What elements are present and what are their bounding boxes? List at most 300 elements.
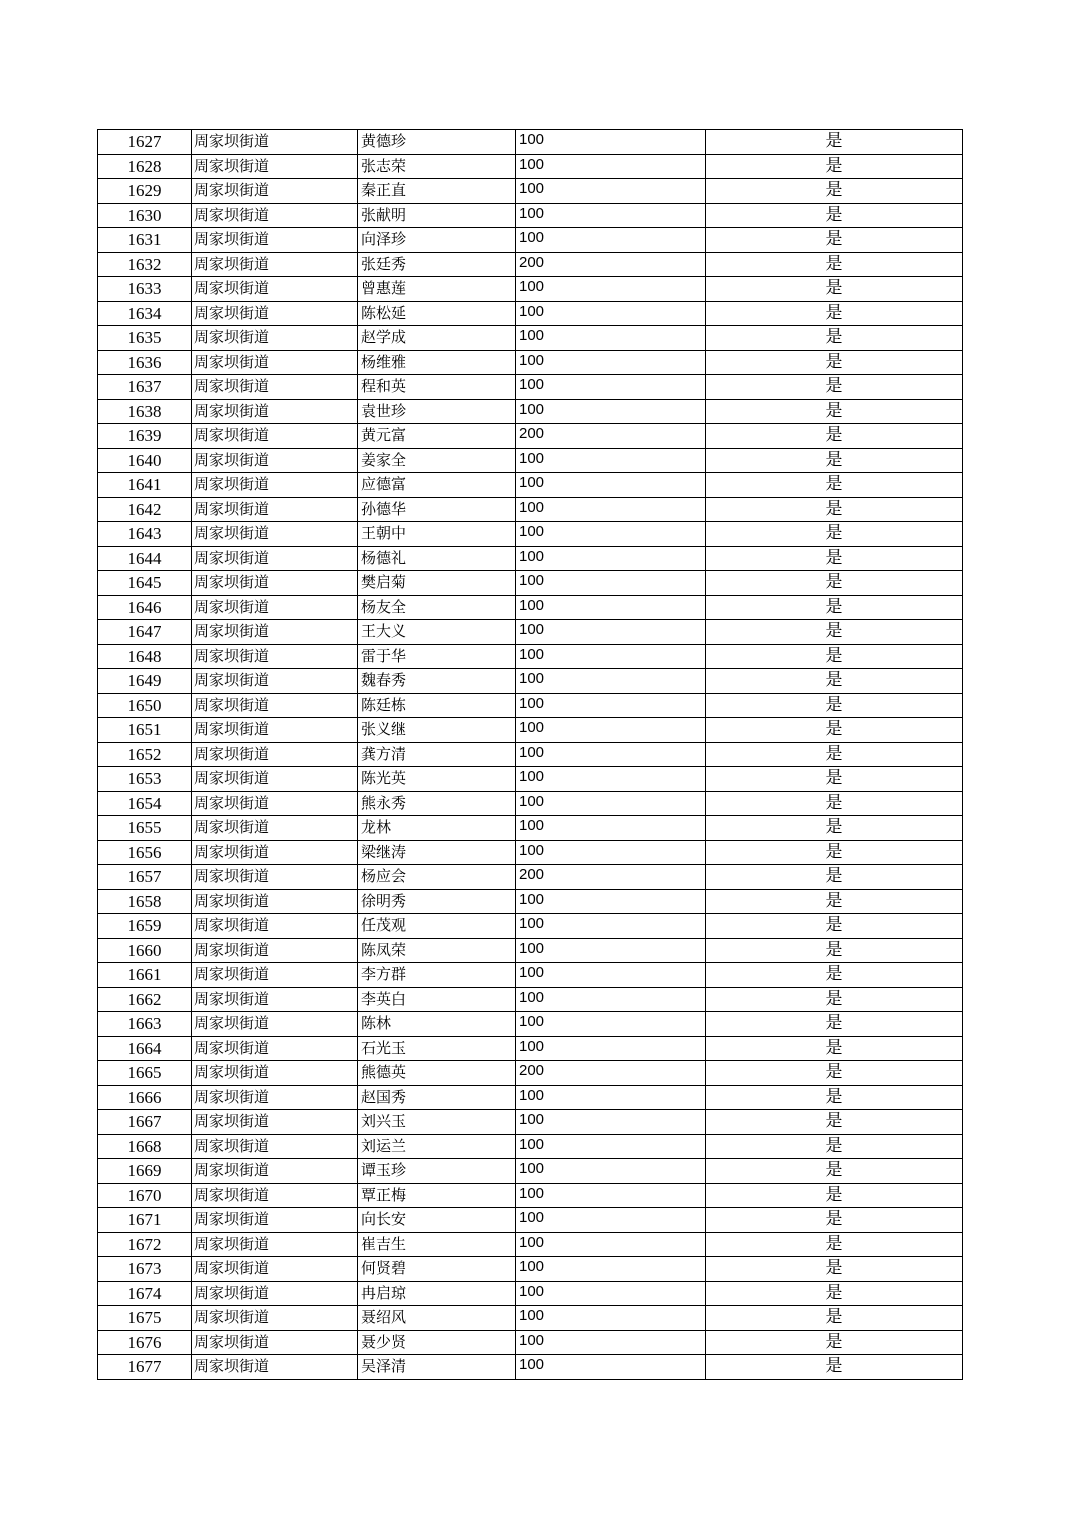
table-row — [98, 669, 963, 694]
amount-cell: 100 — [516, 522, 706, 547]
amount-cell: 100 — [516, 1208, 706, 1233]
table-row — [98, 350, 963, 375]
row-number-cell: 1677 — [98, 1355, 192, 1380]
row-number-cell: 1633 — [98, 277, 192, 302]
table-row — [98, 522, 963, 547]
name-cell: 袁世珍 — [358, 399, 516, 424]
street-cell: 周家坝街道 — [192, 644, 358, 669]
flag-cell: 是 — [706, 571, 963, 596]
name-cell: 龚方清 — [358, 742, 516, 767]
table-row — [98, 889, 963, 914]
flag-cell: 是 — [706, 791, 963, 816]
name-cell: 徐明秀 — [358, 889, 516, 914]
street-cell: 周家坝街道 — [192, 350, 358, 375]
table-row — [98, 399, 963, 424]
table-row — [98, 1012, 963, 1037]
amount-cell: 100 — [516, 963, 706, 988]
amount-cell: 100 — [516, 1281, 706, 1306]
amount-cell: 100 — [516, 938, 706, 963]
flag-cell: 是 — [706, 350, 963, 375]
table-row — [98, 1281, 963, 1306]
street-cell: 周家坝街道 — [192, 1134, 358, 1159]
amount-cell: 100 — [516, 644, 706, 669]
row-number-cell: 1639 — [98, 424, 192, 449]
table-row — [98, 693, 963, 718]
name-cell: 应德富 — [358, 473, 516, 498]
row-number-cell: 1636 — [98, 350, 192, 375]
street-cell: 周家坝街道 — [192, 546, 358, 571]
flag-cell: 是 — [706, 595, 963, 620]
street-cell: 周家坝街道 — [192, 130, 358, 155]
flag-cell: 是 — [706, 130, 963, 155]
row-number-cell: 1656 — [98, 840, 192, 865]
table-row — [98, 938, 963, 963]
name-cell: 张献明 — [358, 203, 516, 228]
table-row — [98, 1257, 963, 1282]
flag-cell: 是 — [706, 1110, 963, 1135]
name-cell: 陈光英 — [358, 767, 516, 792]
row-number-cell: 1667 — [98, 1110, 192, 1135]
row-number-cell: 1654 — [98, 791, 192, 816]
street-cell: 周家坝街道 — [192, 497, 358, 522]
amount-cell: 200 — [516, 1061, 706, 1086]
street-cell: 周家坝街道 — [192, 179, 358, 204]
amount-cell: 100 — [516, 1306, 706, 1331]
row-number-cell: 1676 — [98, 1330, 192, 1355]
amount-cell: 100 — [516, 620, 706, 645]
flag-cell: 是 — [706, 1036, 963, 1061]
name-cell: 刘运兰 — [358, 1134, 516, 1159]
table-row — [98, 865, 963, 890]
table-row — [98, 1110, 963, 1135]
flag-cell: 是 — [706, 1085, 963, 1110]
table-row — [98, 301, 963, 326]
street-cell: 周家坝街道 — [192, 1012, 358, 1037]
name-cell: 熊德英 — [358, 1061, 516, 1086]
row-number-cell: 1652 — [98, 742, 192, 767]
row-number-cell: 1651 — [98, 718, 192, 743]
row-number-cell: 1632 — [98, 252, 192, 277]
name-cell: 熊永秀 — [358, 791, 516, 816]
amount-cell: 100 — [516, 1110, 706, 1135]
street-cell: 周家坝街道 — [192, 1085, 358, 1110]
flag-cell: 是 — [706, 301, 963, 326]
row-number-cell: 1670 — [98, 1183, 192, 1208]
name-cell: 何贤碧 — [358, 1257, 516, 1282]
flag-cell: 是 — [706, 693, 963, 718]
street-cell: 周家坝街道 — [192, 816, 358, 841]
name-cell: 赵学成 — [358, 326, 516, 351]
row-number-cell: 1650 — [98, 693, 192, 718]
name-cell: 孙德华 — [358, 497, 516, 522]
amount-cell: 100 — [516, 1085, 706, 1110]
table-row — [98, 130, 963, 155]
flag-cell: 是 — [706, 1330, 963, 1355]
name-cell: 吴泽清 — [358, 1355, 516, 1380]
street-cell: 周家坝街道 — [192, 326, 358, 351]
table-body — [98, 130, 963, 1380]
row-number-cell: 1675 — [98, 1306, 192, 1331]
table-row — [98, 497, 963, 522]
table-row — [98, 595, 963, 620]
flag-cell: 是 — [706, 154, 963, 179]
flag-cell: 是 — [706, 326, 963, 351]
table-row — [98, 546, 963, 571]
row-number-cell: 1673 — [98, 1257, 192, 1282]
flag-cell: 是 — [706, 252, 963, 277]
row-number-cell: 1649 — [98, 669, 192, 694]
row-number-cell: 1645 — [98, 571, 192, 596]
amount-cell: 100 — [516, 840, 706, 865]
flag-cell: 是 — [706, 473, 963, 498]
flag-cell: 是 — [706, 1306, 963, 1331]
row-number-cell: 1637 — [98, 375, 192, 400]
row-number-cell: 1668 — [98, 1134, 192, 1159]
flag-cell: 是 — [706, 644, 963, 669]
row-number-cell: 1635 — [98, 326, 192, 351]
street-cell: 周家坝街道 — [192, 767, 358, 792]
row-number-cell: 1657 — [98, 865, 192, 890]
street-cell: 周家坝街道 — [192, 399, 358, 424]
name-cell: 李英白 — [358, 987, 516, 1012]
row-number-cell: 1631 — [98, 228, 192, 253]
table-row — [98, 1036, 963, 1061]
flag-cell: 是 — [706, 522, 963, 547]
table-row — [98, 1306, 963, 1331]
table-row — [98, 1208, 963, 1233]
street-cell: 周家坝街道 — [192, 252, 358, 277]
data-table — [97, 129, 963, 1380]
row-number-cell: 1669 — [98, 1159, 192, 1184]
row-number-cell: 1674 — [98, 1281, 192, 1306]
table-row — [98, 1183, 963, 1208]
flag-cell: 是 — [706, 1257, 963, 1282]
amount-cell: 100 — [516, 1232, 706, 1257]
flag-cell: 是 — [706, 938, 963, 963]
street-cell: 周家坝街道 — [192, 938, 358, 963]
table-row — [98, 203, 963, 228]
street-cell: 周家坝街道 — [192, 693, 358, 718]
amount-cell: 100 — [516, 1330, 706, 1355]
flag-cell: 是 — [706, 203, 963, 228]
flag-cell: 是 — [706, 865, 963, 890]
street-cell: 周家坝街道 — [192, 1061, 358, 1086]
name-cell: 李方群 — [358, 963, 516, 988]
flag-cell: 是 — [706, 1061, 963, 1086]
flag-cell: 是 — [706, 1012, 963, 1037]
name-cell: 石光玉 — [358, 1036, 516, 1061]
flag-cell: 是 — [706, 742, 963, 767]
amount-cell: 100 — [516, 546, 706, 571]
street-cell: 周家坝街道 — [192, 1159, 358, 1184]
name-cell: 梁继涛 — [358, 840, 516, 865]
row-number-cell: 1662 — [98, 987, 192, 1012]
street-cell: 周家坝街道 — [192, 1232, 358, 1257]
street-cell: 周家坝街道 — [192, 571, 358, 596]
street-cell: 周家坝街道 — [192, 865, 358, 890]
street-cell: 周家坝街道 — [192, 448, 358, 473]
street-cell: 周家坝街道 — [192, 791, 358, 816]
name-cell: 王朝中 — [358, 522, 516, 547]
name-cell: 向长安 — [358, 1208, 516, 1233]
amount-cell: 100 — [516, 1134, 706, 1159]
amount-cell: 100 — [516, 1012, 706, 1037]
amount-cell: 100 — [516, 350, 706, 375]
name-cell: 张义继 — [358, 718, 516, 743]
amount-cell: 100 — [516, 326, 706, 351]
street-cell: 周家坝街道 — [192, 375, 358, 400]
street-cell: 周家坝街道 — [192, 620, 358, 645]
row-number-cell: 1659 — [98, 914, 192, 939]
row-number-cell: 1660 — [98, 938, 192, 963]
amount-cell: 100 — [516, 277, 706, 302]
amount-cell: 100 — [516, 497, 706, 522]
street-cell: 周家坝街道 — [192, 914, 358, 939]
street-cell: 周家坝街道 — [192, 669, 358, 694]
row-number-cell: 1658 — [98, 889, 192, 914]
flag-cell: 是 — [706, 448, 963, 473]
flag-cell: 是 — [706, 840, 963, 865]
flag-cell: 是 — [706, 546, 963, 571]
amount-cell: 100 — [516, 767, 706, 792]
street-cell: 周家坝街道 — [192, 1281, 358, 1306]
row-number-cell: 1628 — [98, 154, 192, 179]
amount-cell: 100 — [516, 448, 706, 473]
amount-cell: 100 — [516, 1159, 706, 1184]
table-row — [98, 1330, 963, 1355]
amount-cell: 100 — [516, 130, 706, 155]
row-number-cell: 1664 — [98, 1036, 192, 1061]
flag-cell: 是 — [706, 987, 963, 1012]
table-row — [98, 473, 963, 498]
amount-cell: 100 — [516, 669, 706, 694]
table-row — [98, 228, 963, 253]
street-cell: 周家坝街道 — [192, 1110, 358, 1135]
row-number-cell: 1627 — [98, 130, 192, 155]
table-row — [98, 571, 963, 596]
amount-cell: 100 — [516, 301, 706, 326]
row-number-cell: 1641 — [98, 473, 192, 498]
street-cell: 周家坝街道 — [192, 1306, 358, 1331]
amount-cell: 100 — [516, 1355, 706, 1380]
street-cell: 周家坝街道 — [192, 473, 358, 498]
flag-cell: 是 — [706, 767, 963, 792]
row-number-cell: 1661 — [98, 963, 192, 988]
table-row — [98, 1134, 963, 1159]
row-number-cell: 1629 — [98, 179, 192, 204]
table-row — [98, 718, 963, 743]
name-cell: 王大义 — [358, 620, 516, 645]
flag-cell: 是 — [706, 889, 963, 914]
table-row — [98, 1159, 963, 1184]
table-row — [98, 179, 963, 204]
flag-cell: 是 — [706, 718, 963, 743]
name-cell: 崔吉生 — [358, 1232, 516, 1257]
street-cell: 周家坝街道 — [192, 1208, 358, 1233]
name-cell: 雷于华 — [358, 644, 516, 669]
row-number-cell: 1638 — [98, 399, 192, 424]
flag-cell: 是 — [706, 179, 963, 204]
row-number-cell: 1643 — [98, 522, 192, 547]
name-cell: 程和英 — [358, 375, 516, 400]
flag-cell: 是 — [706, 669, 963, 694]
amount-cell: 100 — [516, 889, 706, 914]
flag-cell: 是 — [706, 228, 963, 253]
row-number-cell: 1655 — [98, 816, 192, 841]
street-cell: 周家坝街道 — [192, 718, 358, 743]
name-cell: 姜家全 — [358, 448, 516, 473]
name-cell: 赵国秀 — [358, 1085, 516, 1110]
table-row — [98, 1085, 963, 1110]
table-row — [98, 791, 963, 816]
row-number-cell: 1646 — [98, 595, 192, 620]
flag-cell: 是 — [706, 497, 963, 522]
flag-cell: 是 — [706, 1281, 963, 1306]
table-row — [98, 277, 963, 302]
name-cell: 张廷秀 — [358, 252, 516, 277]
flag-cell: 是 — [706, 277, 963, 302]
amount-cell: 100 — [516, 1257, 706, 1282]
flag-cell: 是 — [706, 1232, 963, 1257]
amount-cell: 200 — [516, 252, 706, 277]
amount-cell: 100 — [516, 914, 706, 939]
row-number-cell: 1647 — [98, 620, 192, 645]
name-cell: 秦正直 — [358, 179, 516, 204]
row-number-cell: 1666 — [98, 1085, 192, 1110]
street-cell: 周家坝街道 — [192, 840, 358, 865]
name-cell: 陈林 — [358, 1012, 516, 1037]
flag-cell: 是 — [706, 1183, 963, 1208]
amount-cell: 100 — [516, 742, 706, 767]
name-cell: 聂少贤 — [358, 1330, 516, 1355]
name-cell: 黄德珍 — [358, 130, 516, 155]
flag-cell: 是 — [706, 375, 963, 400]
name-cell: 樊启菊 — [358, 571, 516, 596]
table-row — [98, 987, 963, 1012]
table-row — [98, 448, 963, 473]
street-cell: 周家坝街道 — [192, 424, 358, 449]
name-cell: 任茂观 — [358, 914, 516, 939]
row-number-cell: 1642 — [98, 497, 192, 522]
table-row — [98, 1061, 963, 1086]
amount-cell: 100 — [516, 1036, 706, 1061]
table-row — [98, 914, 963, 939]
row-number-cell: 1663 — [98, 1012, 192, 1037]
table-row — [98, 767, 963, 792]
amount-cell: 100 — [516, 693, 706, 718]
name-cell: 黄元富 — [358, 424, 516, 449]
table-row — [98, 620, 963, 645]
table-row — [98, 375, 963, 400]
name-cell: 冉启琼 — [358, 1281, 516, 1306]
amount-cell: 100 — [516, 1183, 706, 1208]
amount-cell: 100 — [516, 228, 706, 253]
name-cell: 曾惠莲 — [358, 277, 516, 302]
street-cell: 周家坝街道 — [192, 228, 358, 253]
table-row — [98, 816, 963, 841]
name-cell: 覃正梅 — [358, 1183, 516, 1208]
street-cell: 周家坝街道 — [192, 154, 358, 179]
amount-cell: 100 — [516, 154, 706, 179]
flag-cell: 是 — [706, 1355, 963, 1380]
flag-cell: 是 — [706, 424, 963, 449]
street-cell: 周家坝街道 — [192, 1330, 358, 1355]
street-cell: 周家坝街道 — [192, 742, 358, 767]
table-row — [98, 644, 963, 669]
name-cell: 陈凤荣 — [358, 938, 516, 963]
street-cell: 周家坝街道 — [192, 1355, 358, 1380]
street-cell: 周家坝街道 — [192, 963, 358, 988]
name-cell: 杨维雅 — [358, 350, 516, 375]
flag-cell: 是 — [706, 1134, 963, 1159]
street-cell: 周家坝街道 — [192, 889, 358, 914]
name-cell: 陈松延 — [358, 301, 516, 326]
table-row — [98, 1355, 963, 1380]
street-cell: 周家坝街道 — [192, 987, 358, 1012]
flag-cell: 是 — [706, 963, 963, 988]
amount-cell: 100 — [516, 987, 706, 1012]
name-cell: 谭玉珍 — [358, 1159, 516, 1184]
amount-cell: 100 — [516, 791, 706, 816]
street-cell: 周家坝街道 — [192, 595, 358, 620]
row-number-cell: 1630 — [98, 203, 192, 228]
street-cell: 周家坝街道 — [192, 203, 358, 228]
row-number-cell: 1671 — [98, 1208, 192, 1233]
name-cell: 魏春秀 — [358, 669, 516, 694]
row-number-cell: 1644 — [98, 546, 192, 571]
street-cell: 周家坝街道 — [192, 1257, 358, 1282]
street-cell: 周家坝街道 — [192, 522, 358, 547]
street-cell: 周家坝街道 — [192, 277, 358, 302]
table-row — [98, 963, 963, 988]
name-cell: 向泽珍 — [358, 228, 516, 253]
name-cell: 杨德礼 — [358, 546, 516, 571]
amount-cell: 100 — [516, 718, 706, 743]
name-cell: 刘兴玉 — [358, 1110, 516, 1135]
row-number-cell: 1653 — [98, 767, 192, 792]
row-number-cell: 1634 — [98, 301, 192, 326]
amount-cell: 100 — [516, 571, 706, 596]
table-row — [98, 252, 963, 277]
amount-cell: 100 — [516, 595, 706, 620]
flag-cell: 是 — [706, 399, 963, 424]
name-cell: 张志荣 — [358, 154, 516, 179]
name-cell: 杨友全 — [358, 595, 516, 620]
row-number-cell: 1665 — [98, 1061, 192, 1086]
table-row — [98, 742, 963, 767]
table-row — [98, 840, 963, 865]
table-row — [98, 424, 963, 449]
amount-cell: 200 — [516, 865, 706, 890]
name-cell: 聂绍风 — [358, 1306, 516, 1331]
street-cell: 周家坝街道 — [192, 1036, 358, 1061]
flag-cell: 是 — [706, 914, 963, 939]
street-cell: 周家坝街道 — [192, 1183, 358, 1208]
flag-cell: 是 — [706, 620, 963, 645]
amount-cell: 100 — [516, 179, 706, 204]
amount-cell: 100 — [516, 375, 706, 400]
amount-cell: 100 — [516, 399, 706, 424]
amount-cell: 100 — [516, 203, 706, 228]
name-cell: 陈廷栋 — [358, 693, 516, 718]
table-row — [98, 1232, 963, 1257]
flag-cell: 是 — [706, 1159, 963, 1184]
amount-cell: 200 — [516, 424, 706, 449]
flag-cell: 是 — [706, 816, 963, 841]
amount-cell: 100 — [516, 816, 706, 841]
street-cell: 周家坝街道 — [192, 301, 358, 326]
name-cell: 龙林 — [358, 816, 516, 841]
